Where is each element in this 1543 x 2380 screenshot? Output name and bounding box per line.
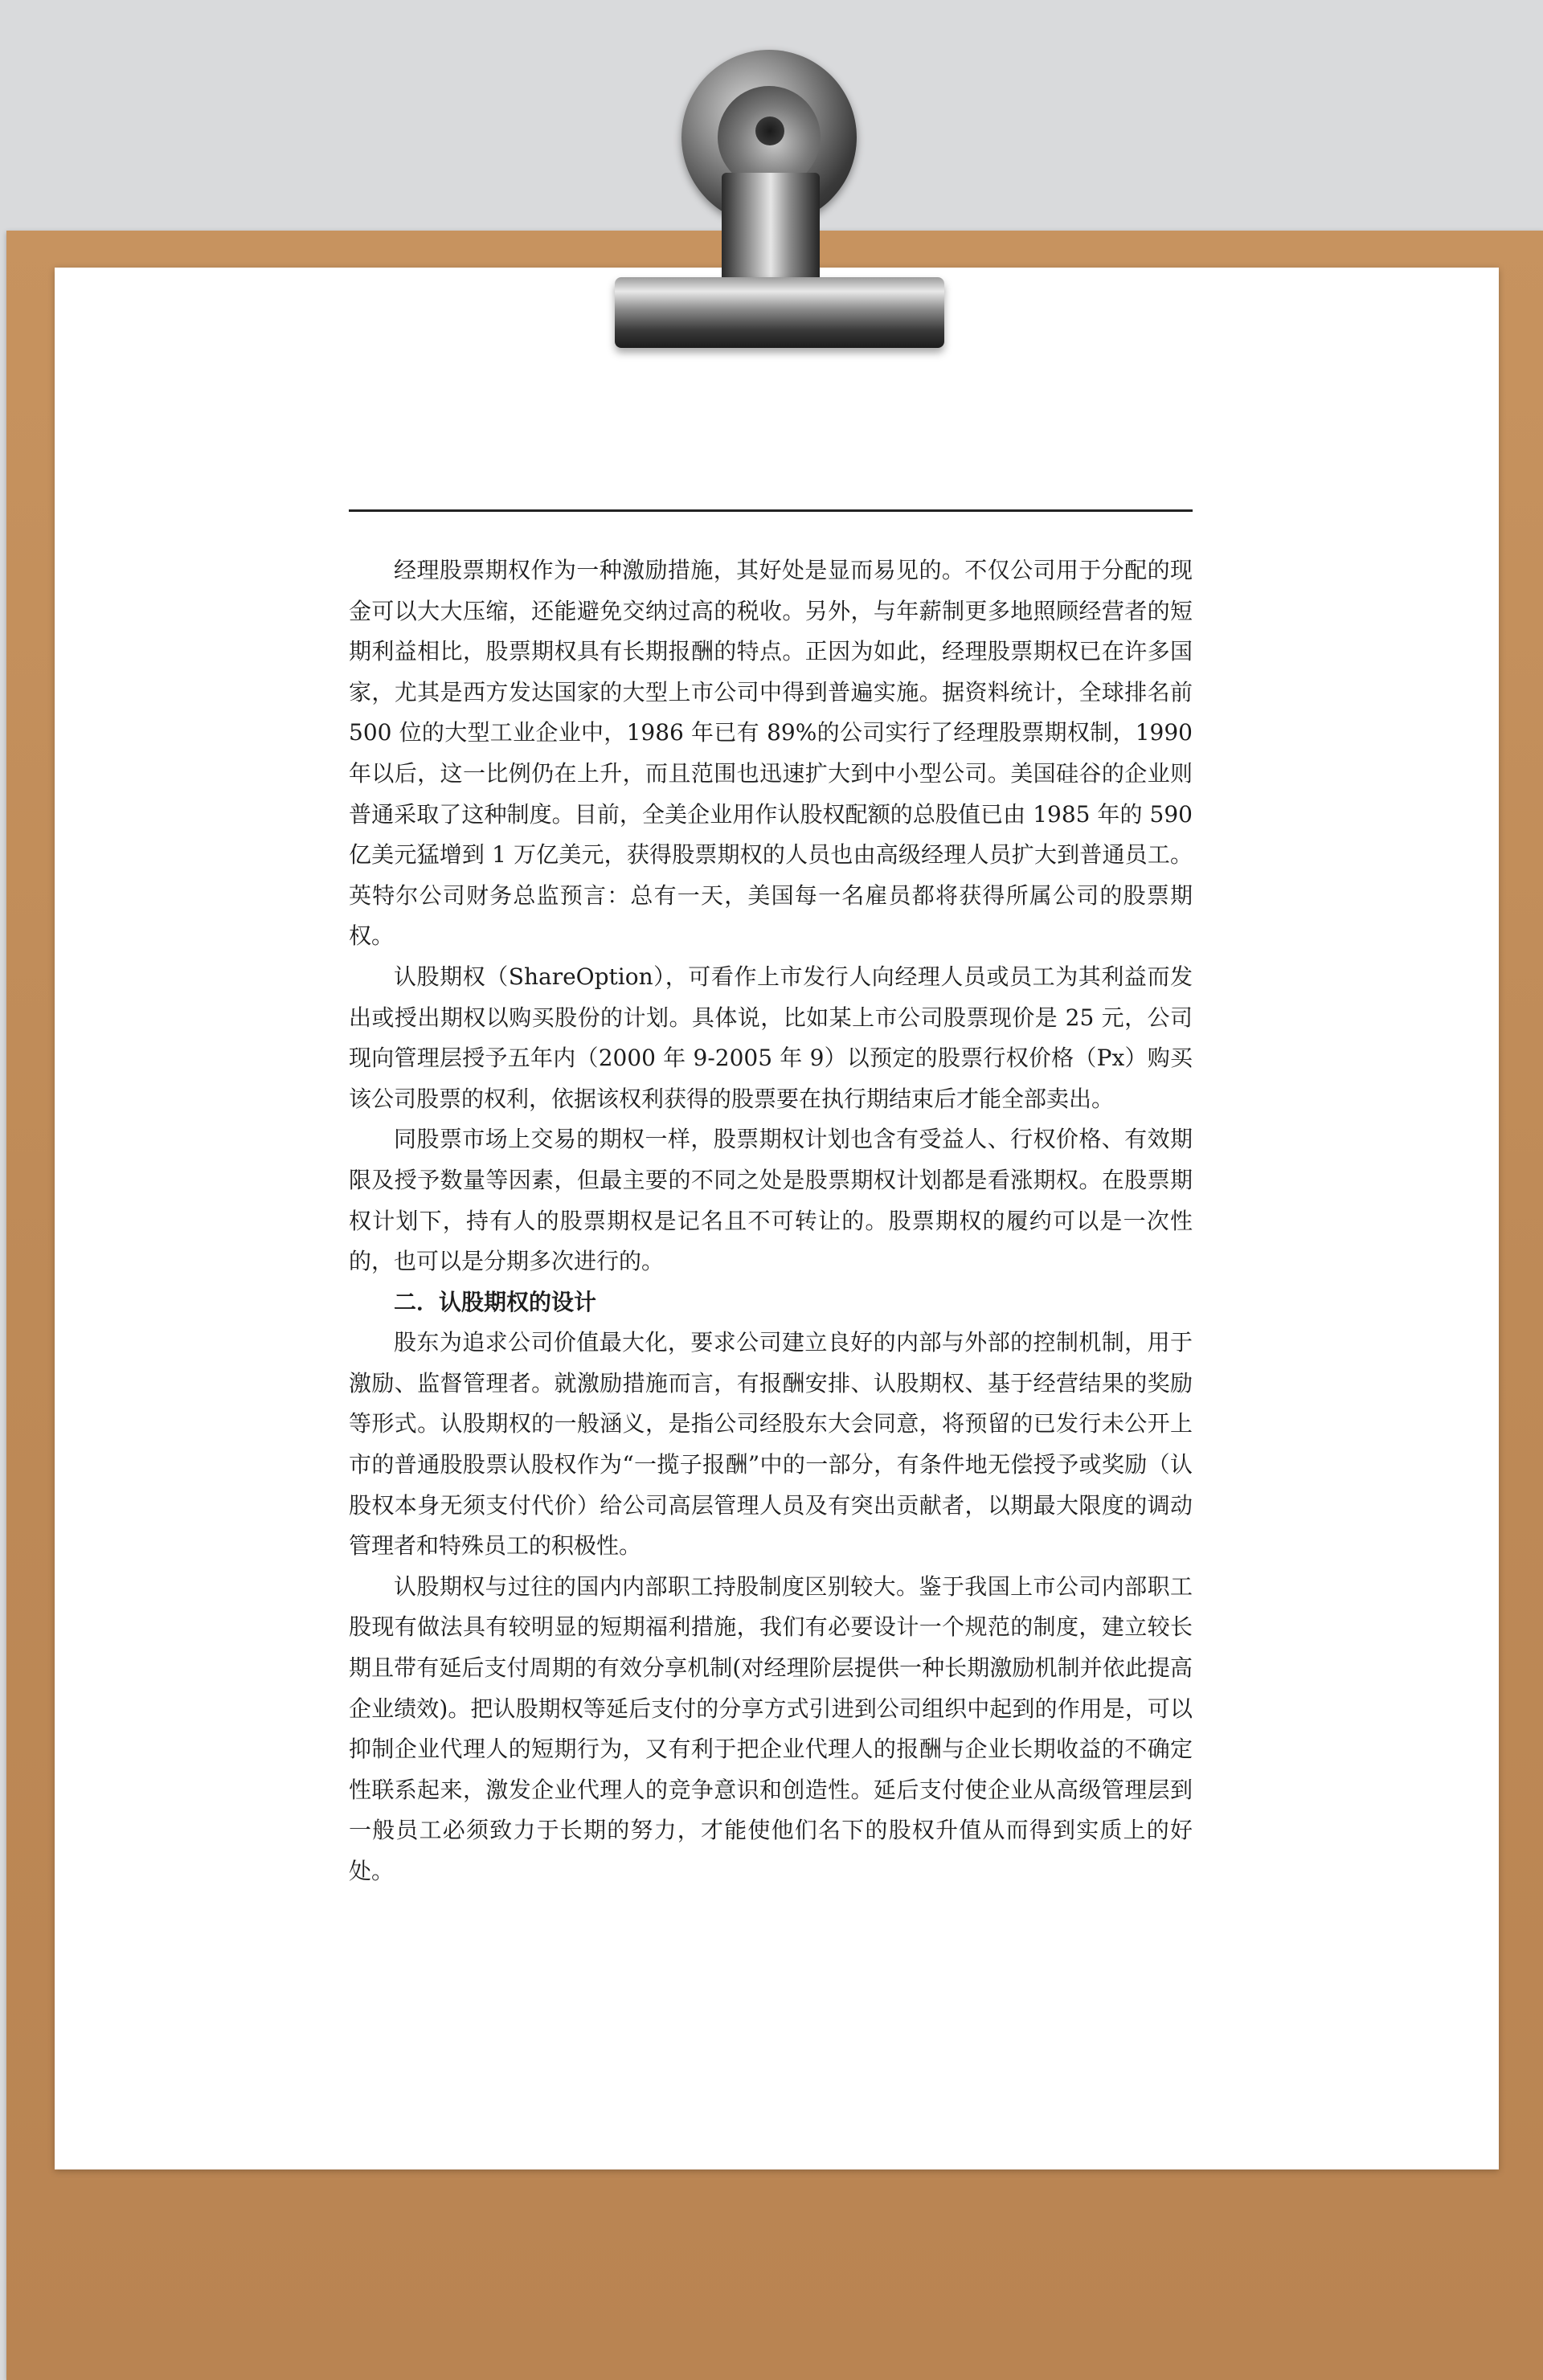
clip-neck (722, 173, 820, 293)
paragraph: 经理股票期权作为一种激励措施，其好处是显而易见的。不仅公司用于分配的现金可以大大压缩，还能避免交纳过高的税收。另外，与年薪制更多地照顾经营者的短期利益相比，股票期权具有长期报酬的特点。正因为如此，经理股票期权已在许多国家，尤其是西方发达国家的大型上市公司中得到普遍实施。据资料统计，全球排名前 500 位的大型工业企业中，1986 年已有 89%的公司实行了经理股票期权制，1990 年以后，这一比例仍在上升，而且范围也迅速扩大到中小型公司。美国硅谷的企业则普通采取了这种制度。目前，全美企业用作认股权配额的总股值已由 1985 年的 590 亿美元猛增到 1 万亿美元，获得股票期权的人员也由高级经理人员扩大到普通员工。英特尔公司财务总监预言：总有一天，美国每一名雇员都将获得所属公司的股票期权。 (349, 557, 1193, 950)
paragraph: 认股期权（ShareOption），可看作上市发行人向经理人员或员工为其利益而发出或授出期权以购买股份的计划。具体说，比如某上市公司股票现价是 25 元，公司现向管理层授予五年内（2000 年 9-2005 年 9）以预定的股票行权价格（Px）购买该公司股票的权利，依据该权利获得的股票要在执行期结束后才能全部卖出。 (349, 963, 1193, 1112)
document-body (349, 550, 1193, 1892)
paragraph: 同股票市场上交易的期权一样，股票期权计划也含有受益人、行权价格、有效期限及授予数量等因素，但最主要的不同之处是股票期权计划都是看涨期权。在股票期权计划下，持有人的股票期权是记名且不可转让的。股票期权的履约可以是一次性的，也可以是分期多次进行的。 (349, 1126, 1193, 1275)
clip-hole (755, 117, 784, 145)
clip-base (615, 277, 944, 348)
section-heading: 二．认股期权的设计 (394, 1288, 597, 1315)
paragraph: 认股期权与过往的国内内部职工持股制度区别较大。鉴于我国上市公司内部职工股现有做法具有较明显的短期福利措施，我们有必要设计一个规范的制度，建立较长期且带有延后支付周期的有效分享机制(对经理阶层提供一种长期激励机制并依此提高企业绩效)。把认股期权等延后支付的分享方式引进到公司组织中起到的作用是，可以抑制企业代理人的短期行为，又有利于把企业代理人的报酬与企业长期收益的不确定性联系起来，激发企业代理人的竞争意识和创造性。延后支付使企业从高级管理层到一般员工必须致力于长期的努力，才能使他们名下的股权升值从而得到实质上的好处。 (349, 1572, 1193, 1884)
header-rule (349, 509, 1193, 512)
paragraph: 股东为追求公司价值最大化，要求公司建立良好的内部与外部的控制机制，用于激励、监督管理者。就激励措施而言，有报酬安排、认股期权、基于经营结果的奖励等形式。认股期权的一般涵义，是指公司经股东大会同意，将预留的已发行未公开上市的普通股股票认股权作为“一揽子报酬”中的一部分，有条件地无偿授予或奖励（认股权本身无须支付代价）给公司高层管理人员及有突出贡献者，以期最大限度的调动管理者和特殊员工的积极性。 (349, 1329, 1193, 1560)
